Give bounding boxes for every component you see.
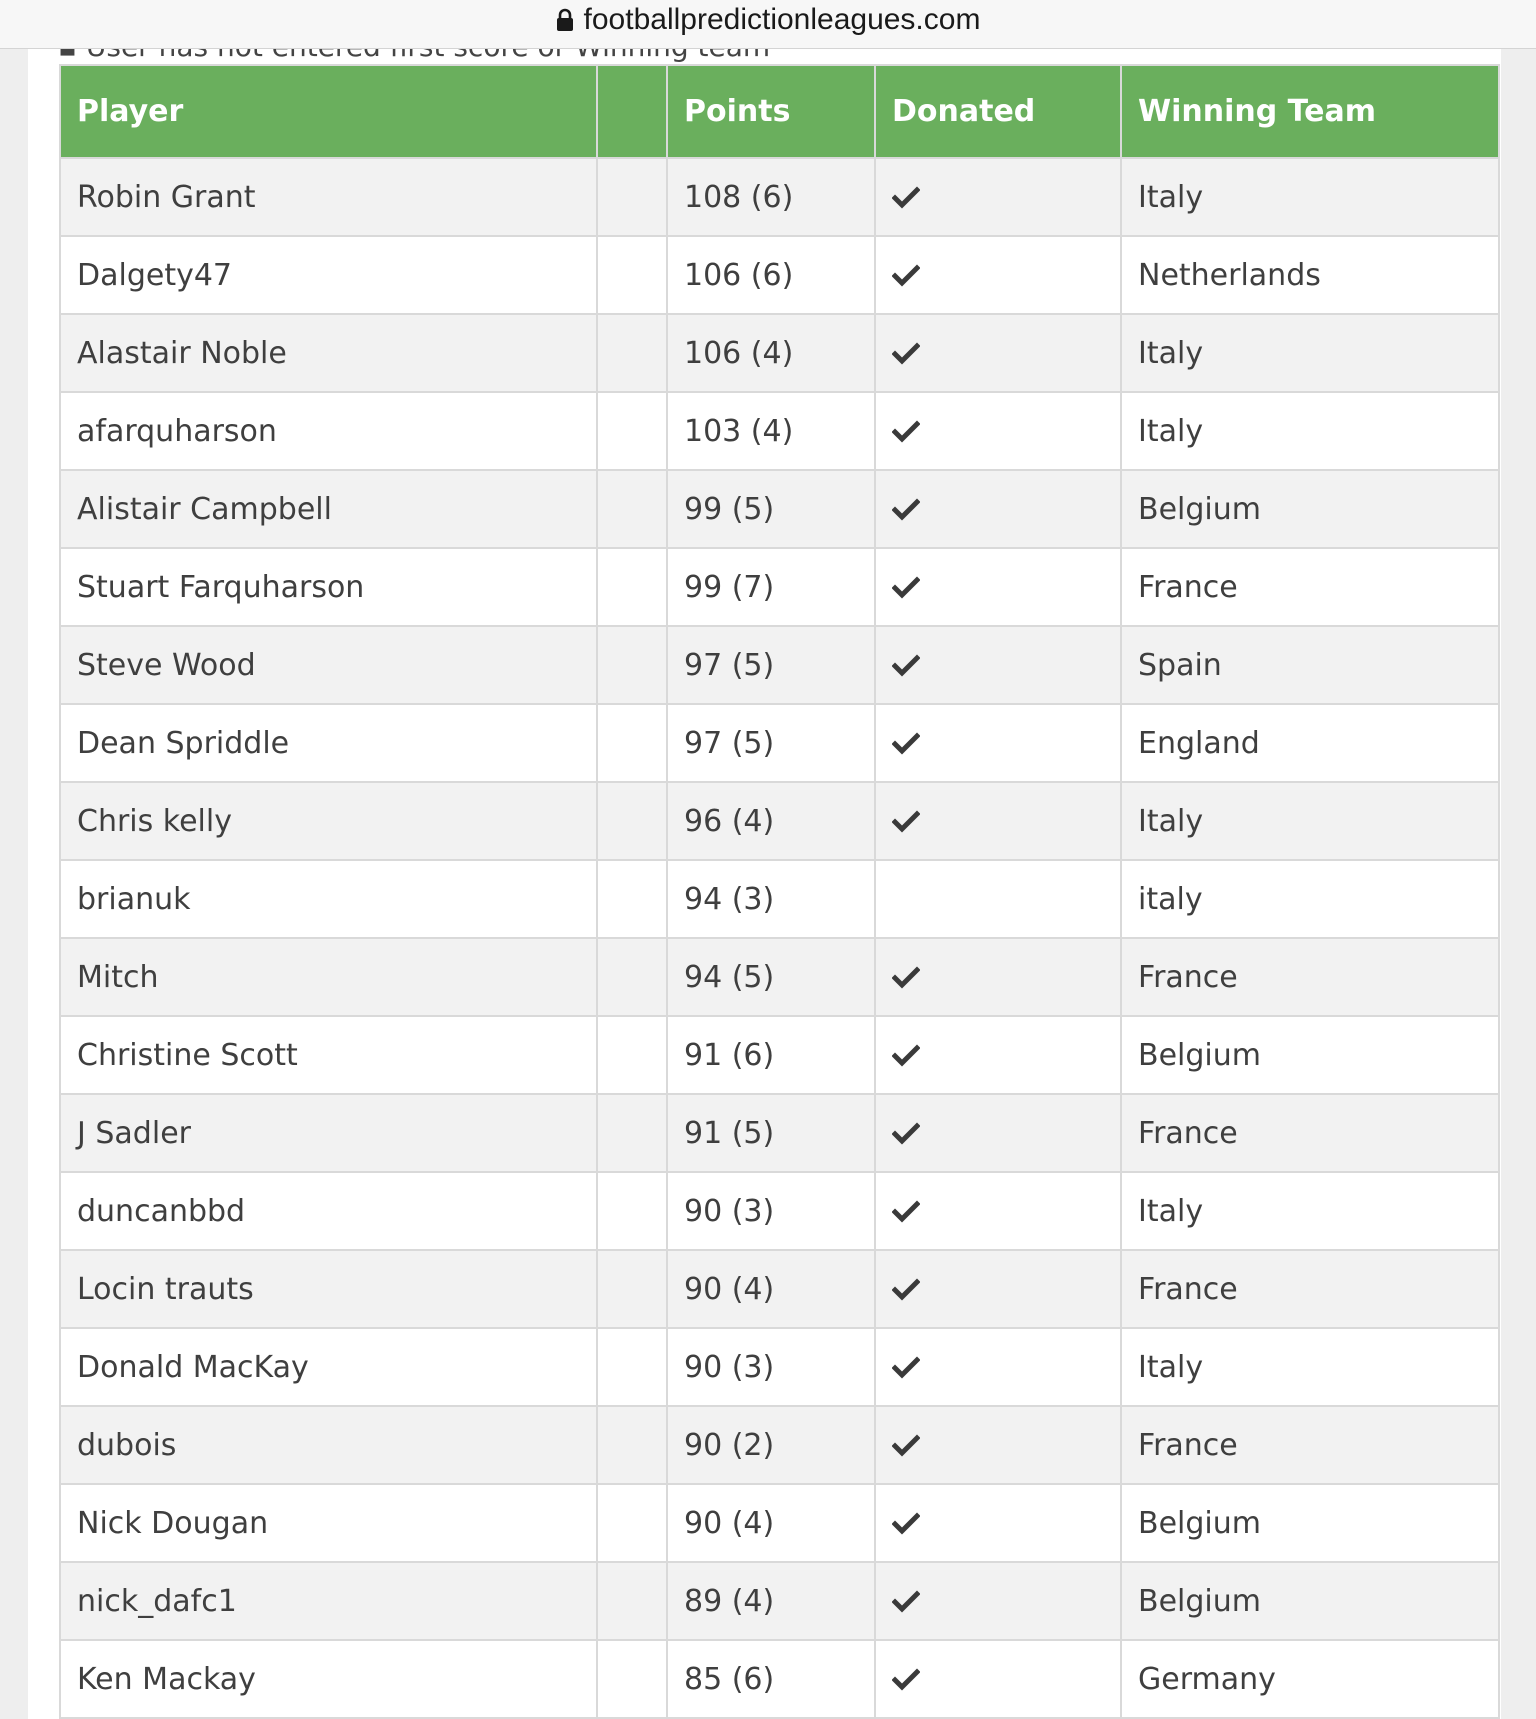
donated-cell — [875, 1016, 1121, 1094]
winning-team: Belgium — [1121, 1562, 1499, 1640]
winning-team: Netherlands — [1121, 236, 1499, 314]
checkmark-icon — [892, 576, 920, 600]
donated-cell — [875, 938, 1121, 1016]
header-donated[interactable]: Donated — [875, 65, 1121, 158]
points-value: 90 (2) — [667, 1406, 875, 1484]
player-name[interactable]: duncanbbd — [60, 1172, 597, 1250]
league-table-container — [59, 64, 1498, 1719]
donated-cell — [875, 626, 1121, 704]
checkmark-icon — [892, 810, 920, 834]
winning-team: Belgium — [1121, 1484, 1499, 1562]
player-name[interactable]: Dean Spriddle — [60, 704, 597, 782]
checkmark-icon — [892, 1512, 920, 1536]
donated-cell — [875, 1250, 1121, 1328]
points-value: 89 (4) — [667, 1562, 875, 1640]
points-value: 106 (4) — [667, 314, 875, 392]
player-name[interactable]: dubois — [60, 1406, 597, 1484]
donated-cell — [875, 548, 1121, 626]
donated-cell — [875, 470, 1121, 548]
player-name[interactable]: Donald MacKay — [60, 1328, 597, 1406]
status-cell — [597, 860, 667, 938]
winning-team: Italy — [1121, 392, 1499, 470]
donated-cell — [875, 1640, 1121, 1718]
table-row — [60, 236, 1499, 314]
checkmark-icon — [892, 1122, 920, 1146]
donated-cell — [875, 1406, 1121, 1484]
table-row — [60, 392, 1499, 470]
status-cell — [597, 782, 667, 860]
donated-cell — [875, 1172, 1121, 1250]
donated-cell — [875, 860, 1121, 938]
table-row — [60, 704, 1499, 782]
table-row — [60, 314, 1499, 392]
checkmark-icon — [892, 1278, 920, 1302]
table-row — [60, 860, 1499, 938]
url-display[interactable] — [556, 3, 981, 37]
status-cell — [597, 1250, 667, 1328]
points-value: 91 (6) — [667, 1016, 875, 1094]
url-text: footballpredictionleagues.com — [583, 3, 981, 36]
donated-cell — [875, 1328, 1121, 1406]
table-row — [60, 782, 1499, 860]
checkmark-icon — [892, 966, 920, 990]
checkmark-icon — [892, 342, 920, 366]
status-cell — [597, 1484, 667, 1562]
table-row — [60, 1406, 1499, 1484]
table-row — [60, 470, 1499, 548]
donated-cell — [875, 782, 1121, 860]
page-content — [28, 0, 1501, 1719]
points-value: 108 (6) — [667, 158, 875, 236]
points-value: 97 (5) — [667, 704, 875, 782]
status-cell — [597, 1406, 667, 1484]
donated-cell — [875, 158, 1121, 236]
table-header-row — [60, 65, 1499, 158]
table-row — [60, 1094, 1499, 1172]
points-value: 96 (4) — [667, 782, 875, 860]
status-cell — [597, 1640, 667, 1718]
player-name[interactable]: Robin Grant — [60, 158, 597, 236]
player-name[interactable]: Stuart Farquharson — [60, 548, 597, 626]
donated-cell — [875, 1562, 1121, 1640]
winning-team: italy — [1121, 860, 1499, 938]
donated-cell — [875, 1094, 1121, 1172]
donated-cell — [875, 1484, 1121, 1562]
donated-cell — [875, 392, 1121, 470]
header-player[interactable]: Player — [60, 65, 597, 158]
table-body — [60, 158, 1499, 1718]
winning-team: England — [1121, 704, 1499, 782]
player-name[interactable]: Dalgety47 — [60, 236, 597, 314]
points-value: 90 (3) — [667, 1172, 875, 1250]
table-row — [60, 1172, 1499, 1250]
table-row — [60, 938, 1499, 1016]
status-cell — [597, 158, 667, 236]
header-points[interactable]: Points — [667, 65, 875, 158]
winning-team: Italy — [1121, 1172, 1499, 1250]
player-name[interactable]: Alistair Campbell — [60, 470, 597, 548]
status-cell — [597, 626, 667, 704]
table-row — [60, 158, 1499, 236]
winning-team: France — [1121, 1406, 1499, 1484]
points-value: 94 (5) — [667, 938, 875, 1016]
table-row — [60, 1484, 1499, 1562]
winning-team: Italy — [1121, 158, 1499, 236]
points-value: 85 (6) — [667, 1640, 875, 1718]
player-name[interactable]: J Sadler — [60, 1094, 597, 1172]
status-cell — [597, 392, 667, 470]
winning-team: Spain — [1121, 626, 1499, 704]
player-name[interactable]: Chris kelly — [60, 782, 597, 860]
donated-cell — [875, 314, 1121, 392]
checkmark-icon — [892, 1590, 920, 1614]
player-name[interactable]: Nick Dougan — [60, 1484, 597, 1562]
checkmark-icon — [892, 1434, 920, 1458]
player-name[interactable]: brianuk — [60, 860, 597, 938]
points-value: 99 (7) — [667, 548, 875, 626]
status-cell — [597, 548, 667, 626]
points-value: 99 (5) — [667, 470, 875, 548]
checkmark-icon — [892, 654, 920, 678]
donated-cell — [875, 704, 1121, 782]
winning-team: Belgium — [1121, 470, 1499, 548]
lock-icon — [556, 8, 574, 32]
winning-team: Italy — [1121, 314, 1499, 392]
checkmark-icon — [892, 1668, 920, 1692]
status-cell — [597, 704, 667, 782]
checkmark-icon — [892, 1044, 920, 1068]
player-name[interactable]: Christine Scott — [60, 1016, 597, 1094]
table-row — [60, 548, 1499, 626]
donated-cell — [875, 236, 1121, 314]
winning-team: Belgium — [1121, 1016, 1499, 1094]
status-cell — [597, 1172, 667, 1250]
player-name[interactable]: Mitch — [60, 938, 597, 1016]
status-cell — [597, 236, 667, 314]
status-cell — [597, 314, 667, 392]
table-row — [60, 1328, 1499, 1406]
player-name[interactable]: Ken Mackay — [60, 1640, 597, 1718]
winning-team: Italy — [1121, 1328, 1499, 1406]
checkmark-icon — [892, 732, 920, 756]
winning-team: France — [1121, 1094, 1499, 1172]
player-name[interactable]: afarquharson — [60, 392, 597, 470]
status-cell — [597, 938, 667, 1016]
winning-team: Germany — [1121, 1640, 1499, 1718]
status-cell — [597, 1016, 667, 1094]
checkmark-icon — [892, 1200, 920, 1224]
player-name[interactable]: Alastair Noble — [60, 314, 597, 392]
points-value: 106 (6) — [667, 236, 875, 314]
table-row — [60, 1640, 1499, 1718]
table-row — [60, 626, 1499, 704]
league-table — [59, 64, 1500, 1719]
player-name[interactable]: Steve Wood — [60, 626, 597, 704]
player-name[interactable]: Locin trauts — [60, 1250, 597, 1328]
status-cell — [597, 1562, 667, 1640]
winning-team: Italy — [1121, 782, 1499, 860]
table-row — [60, 1016, 1499, 1094]
points-value: 90 (4) — [667, 1484, 875, 1562]
points-value: 97 (5) — [667, 626, 875, 704]
header-winning-team[interactable]: Winning Team — [1121, 65, 1499, 158]
checkmark-icon — [892, 420, 920, 444]
points-value: 90 (3) — [667, 1328, 875, 1406]
winning-team: France — [1121, 548, 1499, 626]
checkmark-icon — [892, 186, 920, 210]
checkmark-icon — [892, 264, 920, 288]
winning-team: France — [1121, 1250, 1499, 1328]
checkmark-icon — [892, 498, 920, 522]
checkmark-icon — [892, 1356, 920, 1380]
player-name[interactable]: nick_dafc1 — [60, 1562, 597, 1640]
points-value: 90 (4) — [667, 1250, 875, 1328]
status-cell — [597, 1094, 667, 1172]
header-blank — [597, 65, 667, 158]
winning-team: France — [1121, 938, 1499, 1016]
table-row — [60, 1562, 1499, 1640]
table-row — [60, 1250, 1499, 1328]
points-value: 91 (5) — [667, 1094, 875, 1172]
status-cell — [597, 1328, 667, 1406]
status-cell — [597, 470, 667, 548]
points-value: 103 (4) — [667, 392, 875, 470]
points-value: 94 (3) — [667, 860, 875, 938]
browser-url-bar[interactable] — [0, 0, 1536, 49]
